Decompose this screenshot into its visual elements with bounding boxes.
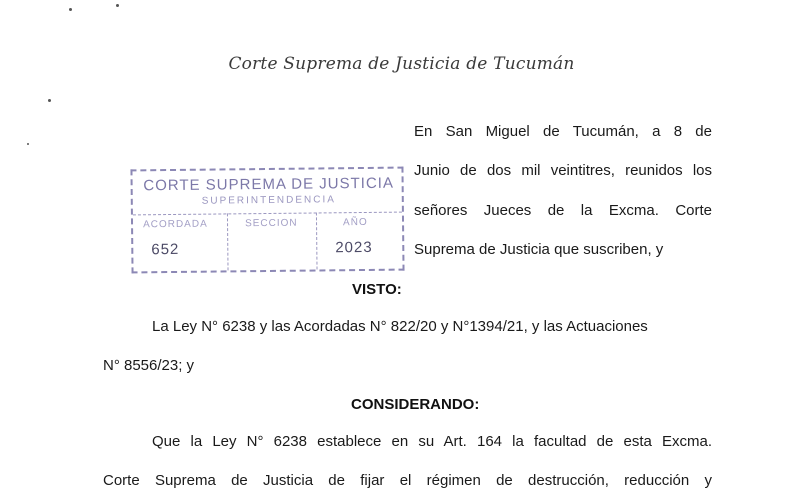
- considerando-paragraph-line: Corte Suprema de Justicia de fijar el régimen de destrucción, reducción y: [103, 472, 712, 489]
- stamp-title: CORTE SUPREMA DE JUSTICIA: [143, 174, 395, 195]
- intro-line: señores Jueces de la Excma. Corte: [414, 202, 712, 219]
- stamp-acordada-value: 652: [151, 240, 180, 259]
- scan-speck: [69, 8, 72, 11]
- visto-paragraph-line: N° 8556/23; y: [103, 357, 195, 374]
- visto-paragraph-line: La Ley N° 6238 y las Acordadas N° 822/20 y N°1394/21, y las Actuaciones: [152, 318, 648, 335]
- intro-line: Suprema de Justicia que suscriben, y: [414, 241, 664, 258]
- scan-speck: [27, 143, 29, 145]
- stamp-subtitle: SUPERINTENDENCIA: [201, 194, 336, 207]
- scan-speck: [116, 4, 119, 7]
- stamp-acordada-label: ACORDADA: [142, 218, 208, 231]
- considerando-paragraph-line: Que la Ley N° 6238 establece en su Art. 164 la facultad de esta Excma.: [152, 433, 712, 450]
- registry-stamp: [130, 167, 404, 274]
- considerando-heading: CONSIDERANDO:: [351, 396, 480, 413]
- visto-heading: VISTO:: [352, 281, 402, 298]
- stamp-ano-value: 2023: [335, 238, 373, 257]
- scan-speck: [48, 99, 51, 102]
- stamp-seccion-label: SECCION: [244, 217, 298, 230]
- letterhead: Corte Suprema de Justicia de Tucumán: [228, 54, 575, 74]
- stamp-ano-label: AÑO: [342, 216, 368, 229]
- intro-line: Junio de dos mil veintitres, reunidos los: [414, 162, 712, 179]
- intro-line: En San Miguel de Tucumán, a 8 de: [414, 123, 712, 140]
